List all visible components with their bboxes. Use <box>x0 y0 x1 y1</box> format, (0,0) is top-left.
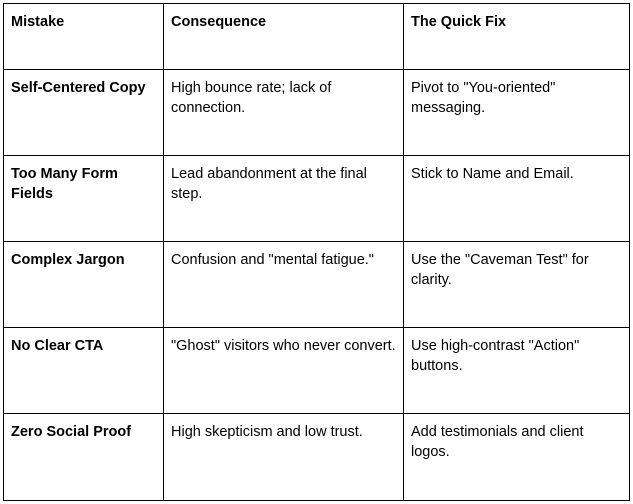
table-row <box>4 328 630 414</box>
mistake-cell: Too Many Form Fields <box>4 156 164 242</box>
fix-cell: Add testimonials and client logos. <box>404 414 630 501</box>
table-header-row <box>4 4 630 70</box>
consequence-cell: High skepticism and low trust. <box>164 414 404 501</box>
fix-cell: Stick to Name and Email. <box>404 156 630 242</box>
table-row <box>4 156 630 242</box>
mistake-cell: No Clear CTA <box>4 328 164 414</box>
table-row <box>4 242 630 328</box>
consequence-cell: "Ghost" visitors who never convert. <box>164 328 404 414</box>
header-quick-fix: The Quick Fix <box>404 4 630 70</box>
mistake-cell: Complex Jargon <box>4 242 164 328</box>
mistake-cell: Zero Social Proof <box>4 414 164 501</box>
table-row <box>4 414 630 501</box>
fix-cell: Pivot to "You-oriented" messaging. <box>404 70 630 156</box>
fix-cell: Use the "Caveman Test" for clarity. <box>404 242 630 328</box>
header-consequence: Consequence <box>164 4 404 70</box>
consequence-cell: Lead abandonment at the final step. <box>164 156 404 242</box>
fix-cell: Use high-contrast "Action" buttons. <box>404 328 630 414</box>
consequence-cell: Confusion and "mental fatigue." <box>164 242 404 328</box>
table-row <box>4 70 630 156</box>
header-mistake: Mistake <box>4 4 164 70</box>
mistakes-table <box>3 3 630 501</box>
consequence-cell: High bounce rate; lack of connection. <box>164 70 404 156</box>
mistake-cell: Self-Centered Copy <box>4 70 164 156</box>
